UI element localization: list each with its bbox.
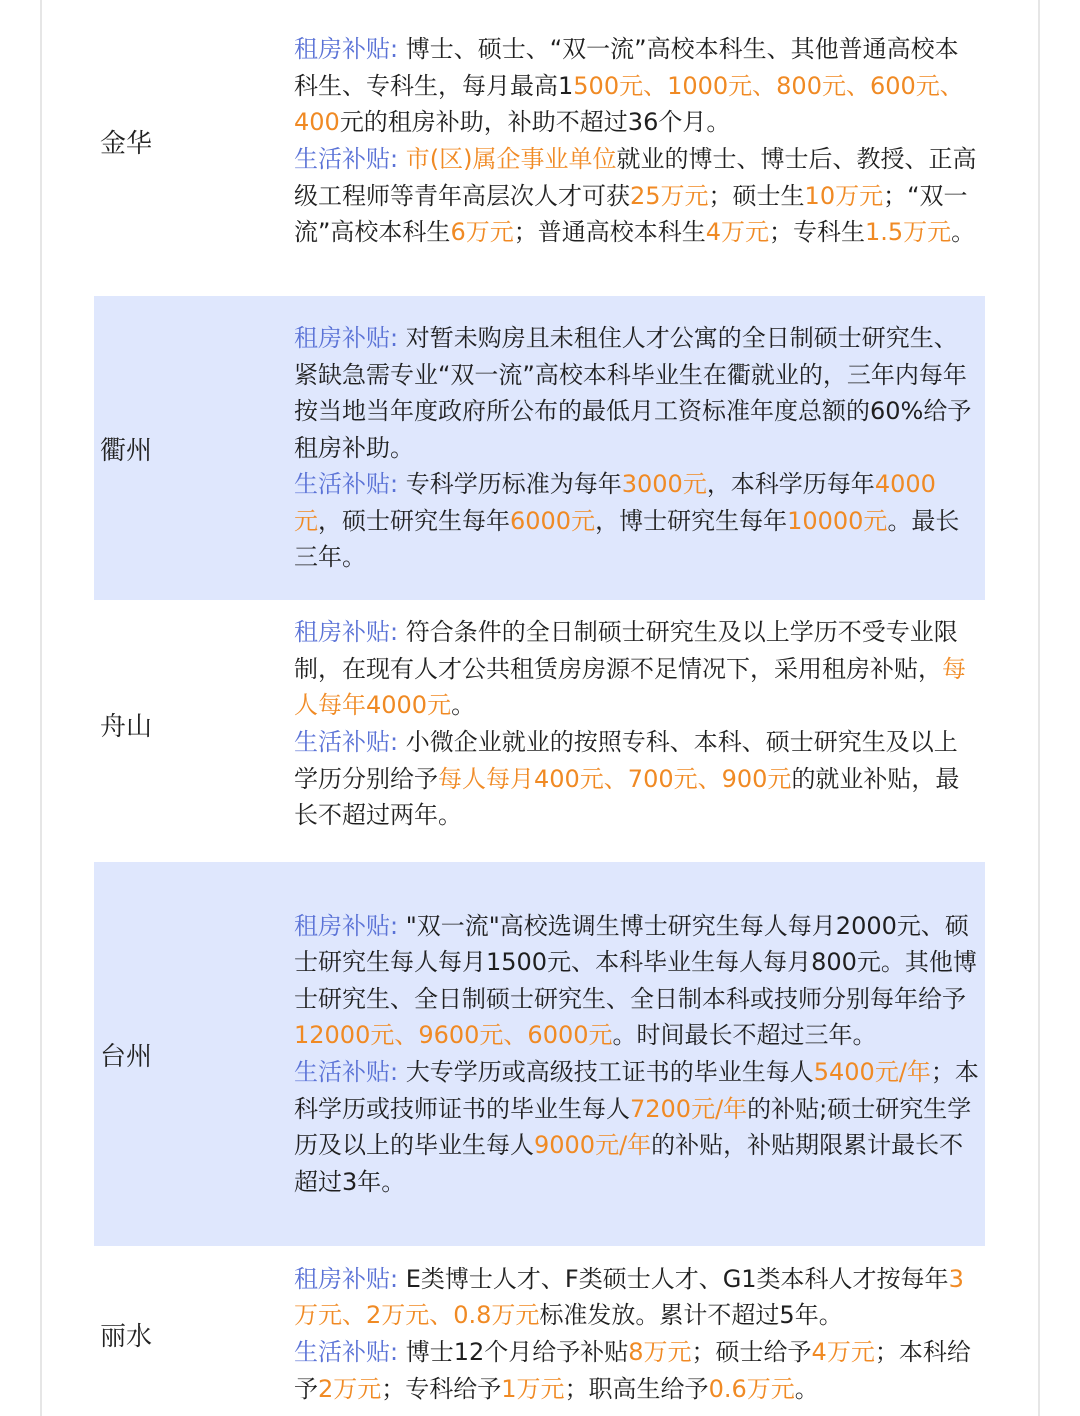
policy-text: ；“双一流”高校本科生 <box>294 181 968 247</box>
policy-text: 小微企业就业的按照专科、本科、硕士研究生及以上学历分别给予 <box>294 728 958 793</box>
table-row-lishui <box>94 1252 985 1416</box>
highlight-amount: 每人每月400元、700元、900元 <box>438 764 792 793</box>
policy-text: 博士12个月给予补贴 <box>398 1338 629 1366</box>
highlight-amount: 4000元 <box>294 470 936 535</box>
policy-text: 就业的博士、博士后、教授、正高级工程师等青年高层次人才可获 <box>294 145 977 210</box>
policy-text: 。 <box>451 691 476 720</box>
subsidy-label: 生活补贴: <box>294 1338 399 1366</box>
highlight-amount: 500元、1000元、800元、600元、400 <box>294 71 964 137</box>
subsidy-label: 生活补贴: <box>294 1058 399 1086</box>
highlight-amount: 2万元 <box>318 1374 382 1403</box>
policy-content <box>294 908 985 1201</box>
policy-text: 元的租房补助，补助不超过36个月。 <box>339 108 731 137</box>
city-name: 舟山 <box>100 711 153 742</box>
page-edge-right <box>1038 0 1040 1416</box>
policy-text: 标准发放。累计不超过5年。 <box>539 1301 843 1330</box>
policy-text: E类博士人才、F类硕士人才、G1类本科人才按每年 <box>398 1264 949 1293</box>
living-subsidy-paragraph <box>294 466 981 576</box>
policy-text: ，博士研究生每年 <box>595 506 788 535</box>
city-name: 衢州 <box>100 435 153 466</box>
policy-text: 博士、硕士、“双一流”高校本科生、其他普通高校本科生、专科生，每月最高1 <box>294 35 959 100</box>
policy-text: 符合条件的全日制硕士研究生及以上学历不受专业限制，在现有人才公共租赁房房源不足情况下，采用租房补贴， <box>294 618 958 683</box>
rent-subsidy-paragraph <box>294 320 981 466</box>
policy-text: ，本科学历每年 <box>706 470 875 499</box>
highlight-amount: 5400元/年 <box>813 1058 931 1086</box>
highlight-amount: 4万元 <box>811 1338 875 1366</box>
policy-text: 的补贴;硕士研究生学历及以上的毕业生每人 <box>294 1094 972 1160</box>
rent-subsidy-paragraph <box>294 614 981 724</box>
highlight-amount: 3000元 <box>621 470 707 499</box>
page-edge-left <box>40 0 42 1416</box>
subsidy-label: 生活补贴: <box>294 728 399 756</box>
highlight-amount: 7200元/年 <box>630 1094 748 1123</box>
policy-text: ；本科学历或技师证书的毕业生每人 <box>294 1058 979 1123</box>
policy-content <box>294 1261 985 1407</box>
policy-text: ；职高生给予 <box>564 1374 709 1403</box>
subsidy-label: 生活补贴: <box>294 145 399 173</box>
highlight-amount: 0.6万元 <box>708 1374 795 1403</box>
table-row-taizhou <box>94 862 985 1246</box>
living-subsidy-paragraph <box>294 141 981 251</box>
highlight-amount: 12000元、9600元、6000元 <box>294 1021 613 1050</box>
living-subsidy-paragraph <box>294 1054 981 1200</box>
city-name: 丽水 <box>100 1321 153 1352</box>
highlight-amount: 10万元 <box>804 181 884 210</box>
policy-text: 对暂未购房且未租住人才公寓的全日制硕士研究生、紧缺急需专业“双一流”高校本科毕业生在衢就业的，三年内每年按当地当年度政府所公布的最低月工资标准年度总额的60%给予租房补助。 <box>294 323 972 462</box>
policy-text: 。时间最长不超过三年。 <box>612 1021 877 1050</box>
city-name: 台州 <box>100 1041 153 1072</box>
subsidy-label: 租房补贴: <box>294 323 399 352</box>
subsidy-label: 生活补贴: <box>294 470 399 499</box>
highlight-amount: 4万元 <box>705 218 769 247</box>
table-row-quzhou <box>94 296 985 600</box>
policy-text: 专科学历标准为每年 <box>398 470 622 499</box>
highlight-amount: 市(区)属企事业单位 <box>405 145 617 173</box>
highlight-amount: 25万元 <box>630 181 709 210</box>
rent-subsidy-paragraph <box>294 31 981 141</box>
highlight-amount: 每人每年4000元 <box>294 654 966 720</box>
highlight-amount: 9000元/年 <box>534 1131 652 1160</box>
policy-text: 。 <box>794 1374 819 1403</box>
policy-text: ；普通高校本科生 <box>513 218 706 247</box>
highlight-amount: 1万元 <box>501 1374 565 1403</box>
policy-text: 大专学历或高级技工证书的毕业生每人 <box>398 1058 814 1086</box>
highlight-amount: 6000元 <box>510 506 596 535</box>
policy-content <box>294 31 985 251</box>
policy-content <box>294 614 985 834</box>
policy-text: 的就业补贴，最长不超过两年。 <box>294 764 960 830</box>
policy-text: ；专科生 <box>769 218 865 247</box>
policy-text <box>398 145 406 173</box>
highlight-amount: 1.5万元 <box>865 218 952 247</box>
highlight-amount: 3万元、2万元、0.8万元 <box>294 1264 964 1330</box>
highlight-amount: 10000元 <box>787 506 888 535</box>
highlight-amount: 6万元 <box>450 218 514 247</box>
living-subsidy-paragraph <box>294 724 981 834</box>
policy-text: 。最长三年。 <box>294 506 960 572</box>
policy-text: ；专科给予 <box>381 1374 502 1403</box>
policy-text: ；本科给予 <box>294 1338 971 1403</box>
policy-text: "双一流"高校选调生博士研究生每人每月2000元、硕士研究生每人每月1500元、本科毕业生每人每月800元。其他博士研究生、全日制硕士研究生、全日制本科或技师分别每年给予 <box>294 911 977 1013</box>
living-subsidy-paragraph <box>294 1334 981 1407</box>
rent-subsidy-paragraph <box>294 1261 981 1334</box>
policy-text: ，硕士研究生每年 <box>318 506 510 535</box>
table-row-jinhua <box>94 0 985 282</box>
subsidy-label: 租房补贴: <box>294 35 399 64</box>
table-row-zhoushan <box>94 600 985 848</box>
subsidy-label: 租房补贴: <box>294 911 399 940</box>
city-name: 金华 <box>100 128 153 159</box>
subsidy-table <box>94 0 985 1416</box>
subsidy-label: 租房补贴: <box>294 1264 399 1293</box>
policy-text: 。 <box>951 218 976 247</box>
rent-subsidy-paragraph <box>294 908 981 1054</box>
policy-text: ；硕士给予 <box>691 1338 812 1366</box>
policy-text: ；硕士生 <box>708 181 805 210</box>
highlight-amount: 8万元 <box>628 1338 692 1366</box>
policy-content <box>294 320 985 576</box>
subsidy-label: 租房补贴: <box>294 618 399 647</box>
policy-text: 的补贴，补贴期限累计最长不超过3年。 <box>294 1131 964 1196</box>
